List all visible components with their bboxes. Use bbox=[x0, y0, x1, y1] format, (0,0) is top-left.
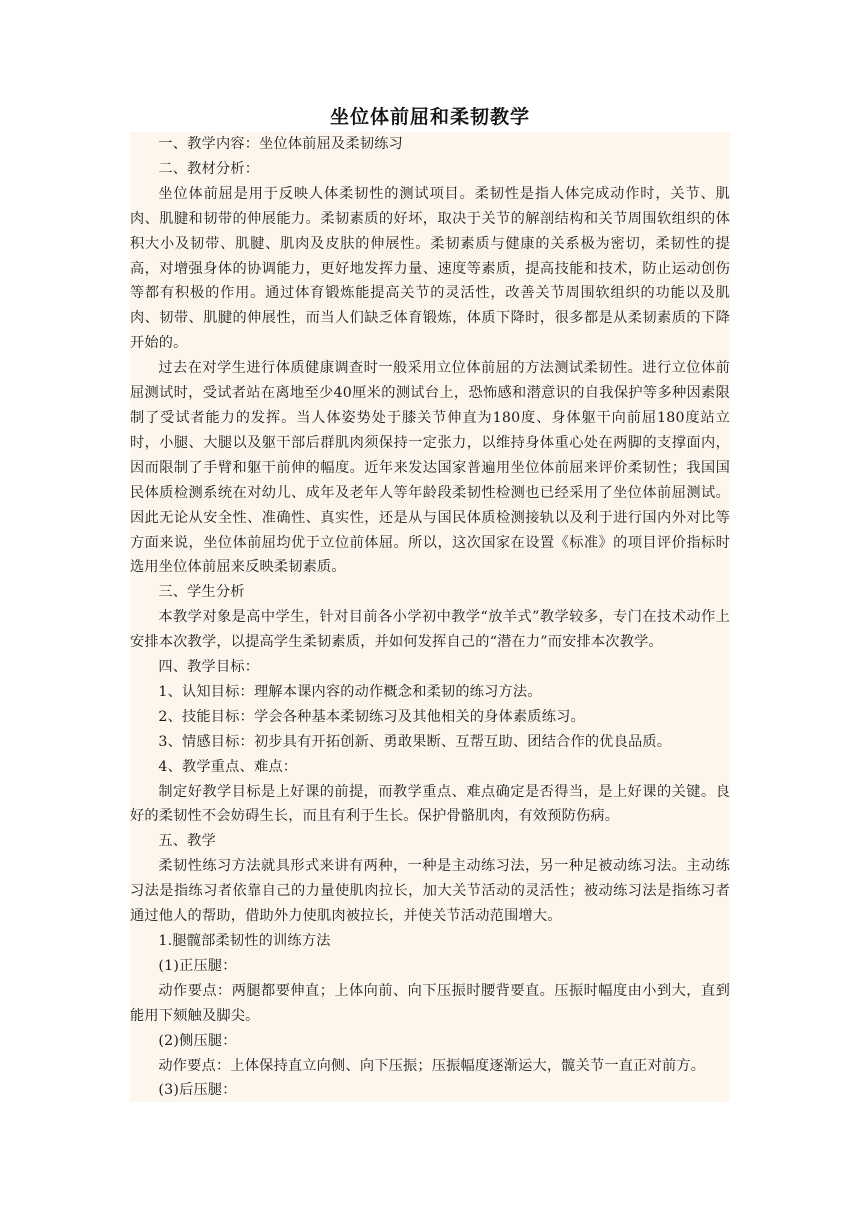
paragraph-goal-skill: 2、技能目标：学会各种基本柔韧练习及其他相关的身体素质练习。 bbox=[158, 708, 585, 725]
paragraph-front-press-points: 动作要点：两腿都要伸直；上体向前、向下压振时腰背要直。压振时幅度由小到大，直到能用下颏触及脚尖。 bbox=[130, 982, 730, 1024]
paragraph-keypoints: 制定好教学目标是上好课的前提，而教学重点、难点确定是否得当，是上好课的关键。良好的柔韧性不会妨碍生长，而且有利于生长。保护骨骼肌肉，有效预防伤病。 bbox=[130, 783, 730, 825]
paragraph-teaching-methods: 柔韧性练习方法就具形式来讲有两种，一种是主动练习法，另一种足被动练习法。主动练习法是指练习者依靠自己的力量使肌肉拉长，加大关节活动的灵活性；被动练习法是指练习者通过他人的帮助，借助外力使肌肉被拉长，并使关节活动范围增大。 bbox=[130, 858, 730, 925]
paragraph-side-press-points: 动作要点：上体保持直立向侧、向下压振；压振幅度逐渐运大，髋关节一直正对前方。 bbox=[158, 1057, 706, 1074]
paragraph-teaching-heading: 五、教学 bbox=[158, 833, 216, 850]
paragraph-student-analysis: 本教学对象是高中学生，针对目前各小学初中教学“放羊式”教学较多，专门在技术动作上安排本次教学，以提高学生柔韧素质，并如何发挥自己的“潜在力”而安排本次教学。 bbox=[130, 609, 730, 651]
paragraph-goal-cognitive: 1、认知目标：理解本课内容的动作概念和柔韧的练习方法。 bbox=[158, 683, 542, 700]
paragraph-side-press-heading: (2)侧压腿： bbox=[158, 1032, 237, 1049]
document-title: 坐位体前屈和柔韧教学 bbox=[329, 106, 530, 128]
paragraph-goal-emotion: 3、情感目标：初步具有开拓创新、勇敢果断、互帮互助、团结合作的优良品质。 bbox=[158, 733, 672, 750]
paragraph-back-press-heading: (3)后压腿： bbox=[158, 1082, 237, 1099]
document-body bbox=[130, 132, 730, 1102]
paragraph-hip-training-heading: 1.腿髋部柔韧性的训练方法 bbox=[158, 933, 331, 949]
paragraph-analysis-heading: 二、教材分析： bbox=[158, 160, 260, 177]
paragraph-keypoints-heading: 4、教学重点、难点： bbox=[158, 758, 298, 775]
paragraph-goals-heading: 四、教学目标： bbox=[158, 659, 260, 676]
paragraph-analysis-1: 坐位体前屈是用于反映人体柔韧性的测试项目。柔韧性是指人体完成动作时，关节、肌肉、肌腱和韧带的伸展能力。柔韧素质的好坏，取决于关节的解剖结构和关节周围软组织的体积大小及韧带、肌腱、肌肉及皮肤的伸展性。柔韧素质与健康的关系极为密切，柔韧性的提高，对增强身体的协调能力，更好地发挥力量、速度等素质，提高技能和技术，防止运动创伤等都有积极的作用。通过体育锻炼能提高关节的灵活性，改善关节周围软组织的功能以及肌肉、韧带、肌腱的伸展性，而当人们缺乏体育锻炼，体质下降时，很多都是从柔韧素质的下降开始的。 bbox=[130, 185, 730, 352]
paragraph-content-heading: 一、教学内容：坐位体前屈及柔韧练习 bbox=[158, 136, 403, 152]
paragraph-front-press-heading: (1)正压腿： bbox=[158, 957, 237, 974]
paragraph-analysis-2: 过去在对学生进行体质健康调查时一般采用立位体前屈的方法测试柔韧性。进行立位体前屈测试时，受试者站在离地至少40厘米的测试台上，恐怖感和潜意识的自我保护等多种因素限制了受试者能力的发挥。当人体姿势处于膝关节伸直为180度、身体躯干向前屈180度站立时，小腿、大腿以及躯干部后群肌肉须保持一定张力，以维持身体重心处在两脚的支撑面内，因而限制了手臂和躯干前伸的幅度。近年来发达国家普遍用坐位体前屈来评价柔韧性；我国国民体质检测系统在对幼儿、成年及老年人等年龄段柔韧性检测也已经采用了坐位体前屈测试。因此无论从安全性、准确性、真实性，还是从与国民体质检测接轨以及利于进行国内外对比等方面来说，坐位体前屈均优于立位前体屈。所以，这次国家在设置《标准》的项目评价指标时选用坐位体前屈来反映柔韧素质。 bbox=[130, 360, 730, 576]
paragraph-student-heading: 三、学生分析 bbox=[158, 584, 245, 601]
